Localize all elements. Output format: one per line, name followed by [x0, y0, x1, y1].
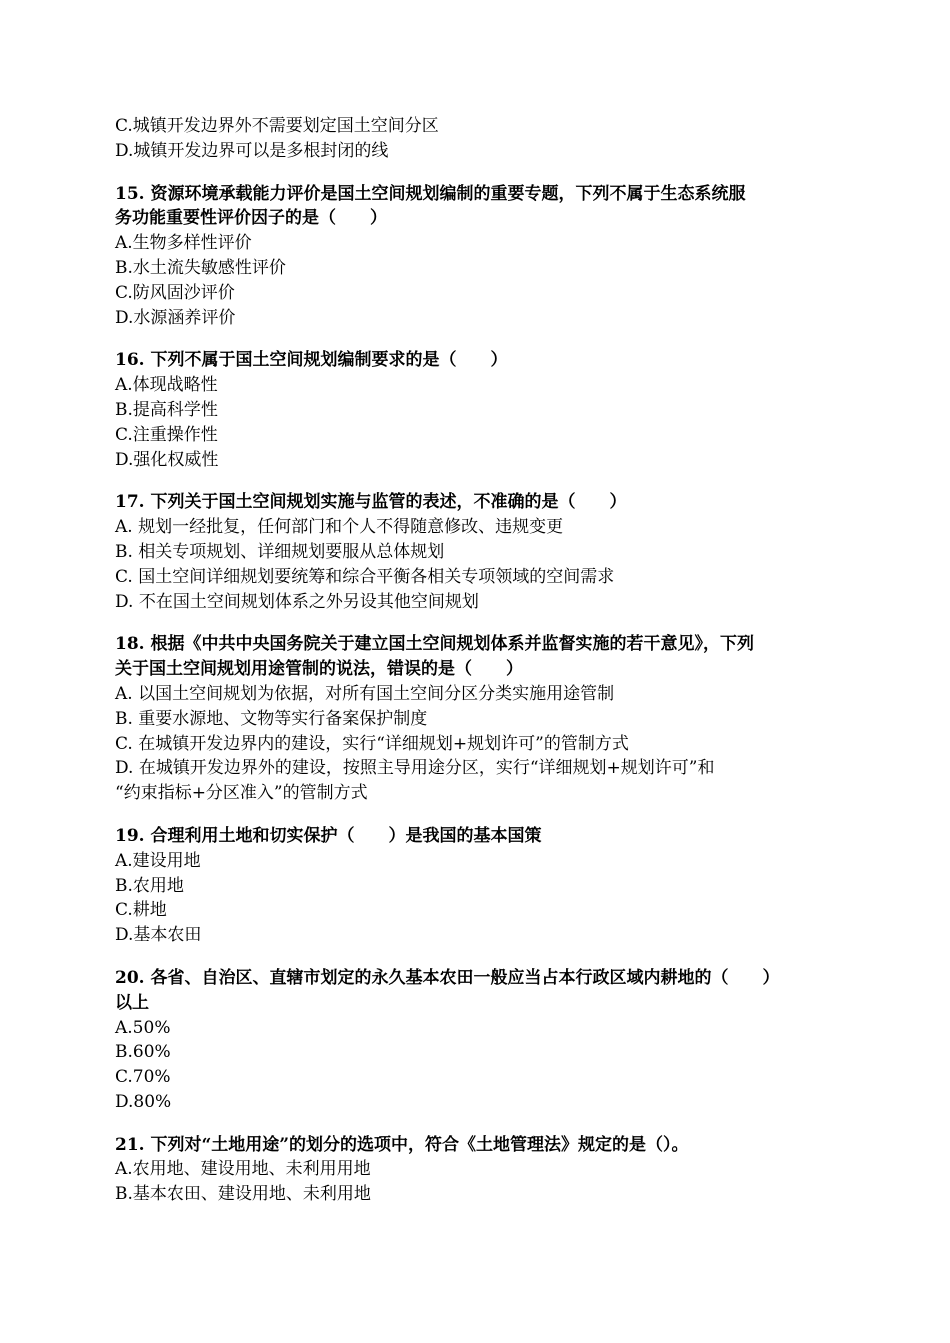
option-b: B.水土流失敏感性评价: [115, 257, 286, 278]
question-text: 15. 资源环境承载能力评价是国土空间规划编制的重要专题，下列不属于生态系统服: [115, 183, 746, 204]
option-b: B. 重要水源地、文物等实行备案保护制度: [115, 708, 428, 729]
option-a: A. 以国土空间规划为依据，对所有国土空间分区分类实施用途管制: [115, 683, 615, 704]
option-a: A.50%: [115, 1017, 171, 1038]
question-text-continued: 以上: [115, 992, 149, 1013]
option-d: D.强化权威性: [115, 449, 219, 470]
option-d: D. 在城镇开发边界外的建设，按照主导用途分区，实行“详细规划+规划许可”和: [115, 758, 715, 779]
question-text: 20. 各省、自治区、直辖市划定的永久基本农田一般应当占本行政区域内耕地的（ ）: [115, 967, 780, 988]
question-text: 17. 下列关于国土空间规划实施与监管的表述，不准确的是（ ）: [115, 492, 627, 513]
question-17: [115, 490, 845, 614]
option-d: D.基本农田: [115, 925, 202, 946]
option-d: D.水源涵养评价: [115, 307, 236, 328]
option-d: D.80%: [115, 1091, 172, 1112]
question-16: [115, 348, 845, 472]
question-20: [115, 966, 845, 1115]
option-c: C. 在城镇开发边界内的建设，实行“详细规划+规划许可”的管制方式: [115, 733, 629, 754]
option-c: C.70%: [115, 1067, 171, 1088]
option-d-continued: “约束指标+分区准入”的管制方式: [115, 783, 368, 804]
option-b: B.60%: [115, 1042, 171, 1063]
question-15: [115, 182, 845, 331]
option-b: B. 相关专项规划、详细规划要服从总体规划: [115, 541, 445, 562]
question-text: 18. 根据《中共中央国务院关于建立国土空间规划体系并监督实施的若干意见》，下列: [115, 634, 754, 655]
option-c: C.防风固沙评价: [115, 282, 235, 303]
option-a: A.生物多样性评价: [115, 233, 252, 254]
question-text: 16. 下列不属于国土空间规划编制要求的是（ ）: [115, 350, 508, 371]
option-a: A. 规划一经批复，任何部门和个人不得随意修改、违规变更: [115, 517, 564, 538]
question-text: 19. 合理利用土地和切实保护（ ）是我国的基本国策: [115, 825, 542, 846]
option-a: A.体现战略性: [115, 375, 218, 396]
question-text: 21. 下列对“土地用途”的划分的选项中，符合《土地管理法》规定的是（）。: [115, 1134, 689, 1155]
question-text-continued: 关于国土空间规划用途管制的说法，错误的是（ ）: [115, 659, 523, 680]
document-page: [115, 114, 845, 1207]
option-c: C. 国土空间详细规划要统筹和综合平衡各相关专项领域的空间需求: [115, 566, 615, 587]
question-text-continued: 务功能重要性评价因子的是（ ）: [115, 208, 387, 229]
option-c: C.注重操作性: [115, 424, 218, 445]
option-c: C.耕地: [115, 900, 167, 921]
option-b: B.基本农田、建设用地、未利用地: [115, 1184, 371, 1205]
option-d: D. 不在国土空间规划体系之外另设其他空间规划: [115, 591, 479, 612]
question-19: [115, 824, 845, 948]
question-18: [115, 632, 845, 806]
option-b: B.提高科学性: [115, 399, 218, 420]
question-21: [115, 1133, 845, 1207]
leading-options: [115, 114, 845, 164]
option-a: A.建设用地: [115, 850, 201, 871]
option-b: B.农用地: [115, 875, 184, 896]
option-c: C.城镇开发边界外不需要划定国土空间分区: [115, 116, 439, 136]
option-d: D.城镇开发边界可以是多根封闭的线: [115, 140, 389, 161]
option-a: A.农用地、建设用地、未利用用地: [115, 1159, 371, 1180]
